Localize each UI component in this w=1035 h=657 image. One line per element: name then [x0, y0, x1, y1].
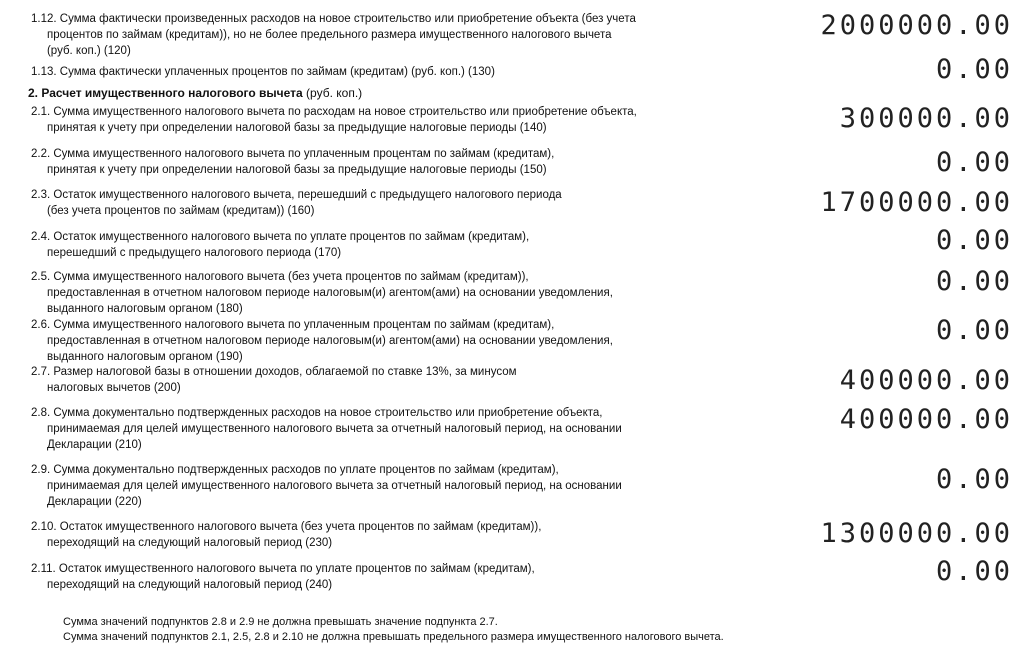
row-value: 0.00 [935, 54, 1013, 85]
row-label: 1.13. Сумма фактически уплаченных процентов по займам (кредитам) (руб. коп.) (130) [31, 66, 495, 78]
row-label: 2.3. Остаток имущественного налогового вычета, перешедший с предыдущего налогового периода (без учета процентов по займам (кредитам)) (160) [31, 189, 562, 217]
row-label: 2.8. Сумма документально подтвержденных расходов на новое строительство или приобретение объекта, принимаемая для целей имущественного налогового вычета за отчетный налоговый период, на основании Декларации (210) [31, 407, 622, 451]
row-label: 2.1. Сумма имущественного налогового вычета по расходам на новое строительство или приобретение объекта, принятая к учету при определении налоговой базы за предыдущие налоговые периоды (140) [31, 106, 637, 134]
note-1: Сумма значений подпунктов 2.8 и 2.9 не должна превышать значение подпункта 2.7. [63, 616, 498, 628]
row-value: 0.00 [935, 315, 1013, 346]
row-value: 2000000.00 [820, 10, 1013, 41]
row-value: 1300000.00 [820, 518, 1013, 549]
row-value: 0.00 [935, 266, 1013, 297]
section-2-title: 2. Расчет имущественного налогового вычета [28, 86, 303, 100]
row-label: 2.11. Остаток имущественного налогового вычета по уплате процентов по займам (кредитам), переходящий на следующий налоговый период (240) [31, 563, 535, 591]
row-label: 2.2. Сумма имущественного налогового вычета по уплаченным процентам по займам (кредитам), принятая к учету при определении налоговой базы за предыдущие налоговые периоды (150) [31, 148, 555, 176]
section-2-unit: (руб. коп.) [306, 86, 363, 100]
row-label: 2.10. Остаток имущественного налогового вычета (без учета процентов по займам (кредитам)), переходящий на следующий налоговый период (230) [31, 521, 542, 549]
row-value: 0.00 [935, 464, 1013, 495]
row-value: 0.00 [935, 225, 1013, 256]
row-value: 300000.00 [839, 103, 1013, 134]
row-label: 2.4. Остаток имущественного налогового вычета по уплате процентов по займам (кредитам), перешедший с предыдущего налогового периода (170) [31, 231, 530, 259]
row-value: 1700000.00 [820, 187, 1013, 218]
row-value: 0.00 [935, 556, 1013, 587]
row-label: 2.9. Сумма документально подтвержденных расходов по уплате процентов по займам (кредитам), принимаемая для целей имущественного налогового вычета за отчетный налоговый период, на основании Декларации (220) [31, 464, 622, 508]
row-label: 2.6. Сумма имущественного налогового вычета по уплаченным процентам по займам (кредитам), предоставленная в отчетном налоговом периоде налоговым(и) агентом(ами) на основании уведомления, выданного налоговым органом (190) [31, 319, 613, 363]
row-value: 0.00 [935, 147, 1013, 178]
row-label: 1.12. Сумма фактически произведенных расходов на новое строительство или приобретение объекта (без учета процентов по займам (кредитам)), но не более предельного размера имущественного налогового вычета (руб. коп.) (120) [31, 13, 636, 57]
row-label: 2.7. Размер налоговой базы в отношении доходов, облагаемой по ставке 13%, за минусом налоговых вычетов (200) [31, 366, 517, 394]
row-label: 2.5. Сумма имущественного налогового вычета (без учета процентов по займам (кредитам)), предоставленная в отчетном налоговом периоде налоговым(и) агентом(ами) на основании уведомления, выданного налоговым органом (180) [31, 271, 613, 315]
note-2: Сумма значений подпунктов 2.1, 2.5, 2.8 и 2.10 не должна превышать предельного размера имущественного налогового вычета. [63, 631, 724, 643]
row-value: 400000.00 [839, 404, 1013, 435]
section-2-heading [28, 85, 362, 101]
row-value: 400000.00 [839, 365, 1013, 396]
